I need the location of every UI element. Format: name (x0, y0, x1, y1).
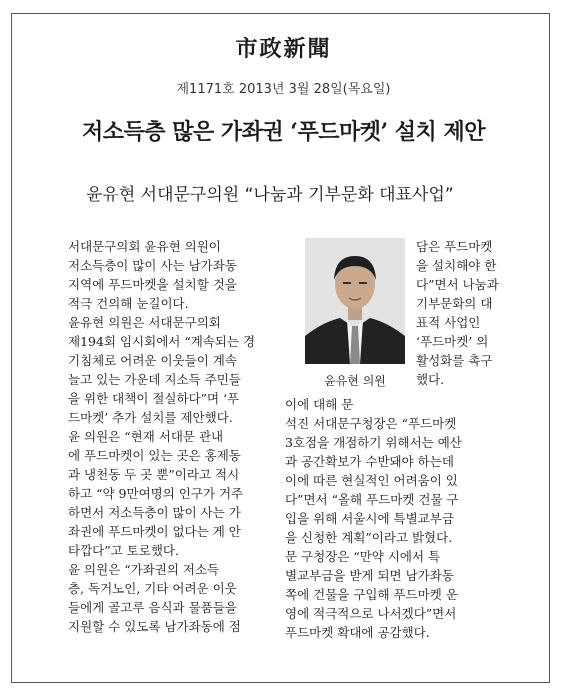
text-line: 윤유현 의원은 서대문구의회 (68, 315, 221, 330)
text-line: 이에 따른 현실적인 어려움이 있 (285, 473, 458, 488)
text-line: 을 설치해야 한 (416, 258, 497, 273)
text-line: 하고 “약 9만여명의 인구가 거주 (68, 486, 244, 501)
text-line: 윤 의원은 “가좌권의 저소득 (68, 562, 220, 577)
text-line: 서대문구의회 윤유현 의원이 (68, 239, 221, 254)
text-line: 적극 건의해 눈길이다. (68, 296, 189, 311)
text-line: 지원할 수 있도록 남가좌동에 점 (68, 619, 241, 634)
text-line: 3호점을 개점하기 위해서는 예산 (285, 435, 462, 450)
headline: 저소득층 많은 가좌권 ‘푸드마켓’ 설치 제안 (82, 119, 485, 145)
text-line: 을 위한 대책이 절실하다”며 ‘푸 (68, 391, 240, 406)
text-line: 타깝다”고 토로했다. (68, 543, 179, 558)
subheadline: 윤유현 서대문구의원 “나눔과 기부문화 대표사업” (86, 185, 454, 205)
text-line: 기침체로 어려운 이웃들이 계속 (68, 353, 237, 368)
issue-date-line: 제1171호 2013년 3월 28일(목요일) (176, 82, 391, 97)
text-line: 쪽에 건물을 구입해 푸드마켓 운 (285, 587, 458, 602)
text-line: 담은 푸드마켓 (416, 239, 493, 254)
text-line: 석진 서대문구청장은 “푸드마켓 (285, 416, 457, 431)
article-column-right-top (416, 237, 499, 389)
portrait-image (305, 238, 405, 364)
text-line: 다”면서 나눔과 (416, 277, 499, 292)
text-line: 층, 독거노인, 기타 어려운 이웃 (68, 581, 237, 596)
text-line: 입을 위해 서울시에 특별교부금 (285, 511, 454, 526)
text-line: 문 구청장은 “만약 시에서 특 (285, 549, 441, 564)
text-line: 표적 사업인 (416, 315, 481, 330)
text-line: 드마켓’ 추가 설치를 제안했다. (68, 410, 233, 425)
article-column-left (68, 237, 255, 636)
text-line: 저소득층이 많이 사는 남가좌동 (68, 258, 237, 273)
text-line: 들에게 골고루 음식과 물품들을 (68, 600, 237, 615)
text-line: 윤 의원은 “현재 서대문 관내 (68, 429, 224, 444)
masthead: 市政新聞 (235, 36, 332, 62)
text-line: ‘푸드마켓’ 의 (416, 334, 489, 349)
photo-caption: 윤유현 의원 (324, 374, 386, 388)
text-line: 제194회 임시회에서 “계속되는 경 (68, 334, 256, 349)
text-line: 했다. (416, 372, 445, 387)
text-line: 을 신청한 계획”이라고 밝혔다. (285, 530, 453, 545)
article-column-right (285, 395, 462, 642)
text-line: 에 푸드마켓이 있는 곳은 홍제동 (68, 448, 241, 463)
text-line: 하면서 저소득층이 많이 사는 가 (68, 505, 241, 520)
text-line: 푸드마켓 확대에 공감했다. (285, 625, 430, 640)
text-line: 활성화를 촉구 (416, 353, 493, 368)
text-line: 늘고 있는 가운데 지소득 주민들 (68, 372, 241, 387)
text-line: 기부문화의 대 (416, 296, 493, 311)
text-line: 지역에 푸드마켓을 설치할 것을 (68, 277, 237, 292)
text-line: 이에 대해 문 (285, 397, 354, 412)
councilor-photo (305, 238, 405, 364)
text-line: 다”면서 “올해 푸드마켓 건물 구 (285, 492, 459, 507)
text-line: 별교부금을 받게 되면 남가좌동 (285, 568, 454, 583)
text-line: 좌권에 푸드마켓이 없다는 게 안 (68, 524, 241, 539)
text-line: 과 공간확보가 수반돼야 하는데 (285, 454, 454, 469)
text-line: 과 냉천동 두 곳 뿐”이라고 적시 (68, 467, 240, 482)
text-line: 영에 적극적으로 나서겠다”면서 (285, 606, 457, 621)
